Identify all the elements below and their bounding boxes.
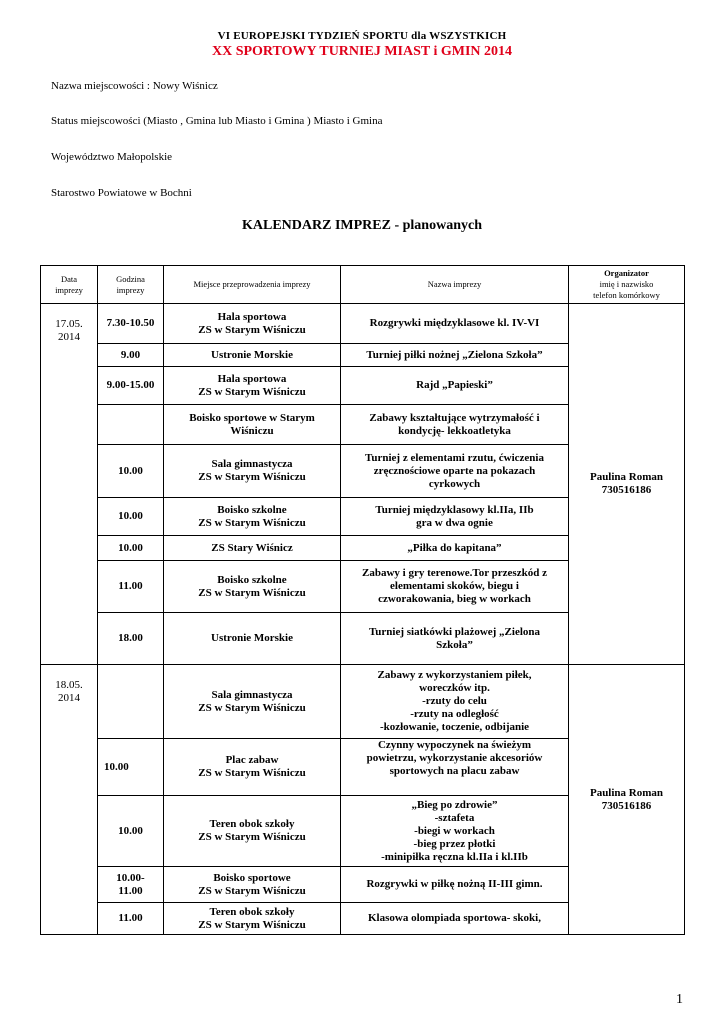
- cell-line: -sztafeta: [434, 811, 475, 824]
- meta-county: Starostwo Powiatowe w Bochni: [51, 187, 192, 199]
- event-time: [98, 796, 164, 867]
- cell-line: sportowych na placu zabaw: [389, 765, 520, 777]
- header-date: [41, 266, 98, 304]
- event-time: [98, 665, 164, 739]
- header-line-2: XX SPORTOWY TURNIEJ MIAST i GMIN 2014: [211, 44, 513, 59]
- event-place: [164, 344, 341, 367]
- cell-line: czworakowania, bieg w workach: [378, 593, 531, 605]
- header-name: Nazwa imprezy: [341, 266, 569, 304]
- event-place: [164, 613, 341, 665]
- cell-line: zręcznościowe oparte na pokazach: [373, 464, 536, 477]
- cell-line: Hala sportowa: [217, 310, 287, 323]
- cell-line: Plac zabaw: [225, 754, 279, 766]
- cell-line: Zabawy z wykorzystaniem piłek,: [377, 669, 532, 681]
- event-place: [164, 665, 341, 739]
- cell-line: -kozłowanie, toczenie, odbijanie: [379, 721, 530, 733]
- event-name: [341, 498, 569, 536]
- event-time: [98, 613, 164, 665]
- cell-line: Paulina Roman: [589, 471, 664, 483]
- cell-line: ZS Stary Wiśnicz: [211, 541, 293, 554]
- cell-line: ZS w Starym Wiśniczu: [198, 586, 306, 599]
- cell-line: -rzuty na odległość: [410, 708, 499, 720]
- event-place: [164, 536, 341, 561]
- table-row: [41, 304, 685, 344]
- cell-line: elementami skoków, biegu i: [390, 580, 519, 592]
- cell-line: imprezy: [116, 284, 145, 295]
- event-name: [341, 367, 569, 405]
- header-place: Miejsce przeprowadzenia imprezy: [164, 266, 341, 304]
- cell-line: Czynny wypoczynek na świeżym: [377, 739, 532, 751]
- event-time: [98, 405, 164, 445]
- page-number: 1: [676, 992, 683, 1007]
- cell-line: 10.00: [118, 541, 143, 554]
- cell-line: 17.05.: [55, 318, 83, 330]
- event-name: [341, 739, 569, 796]
- cell-line: Turniej siatkówki plażowej „Zielona: [368, 625, 541, 638]
- cell-line: 730516186: [601, 484, 652, 496]
- cell-line: ZS w Starym Wiśniczu: [198, 323, 306, 336]
- cell-line: ZS w Starym Wiśniczu: [198, 385, 306, 398]
- cell-line: Boisko szkolne: [217, 573, 287, 586]
- events-table: [40, 265, 685, 935]
- event-place: [164, 796, 341, 867]
- meta-voivodeship: Województwo Małopolskie: [51, 151, 173, 163]
- cell-line: „Piłka do kapitana”: [407, 541, 502, 554]
- calendar-title: KALENDARZ IMPREZ - planowanych: [242, 218, 482, 233]
- cell-line: 9.00-15.00: [106, 379, 155, 391]
- cell-line: 11.00: [118, 884, 143, 897]
- cell-line: woreczków itp.: [419, 682, 490, 694]
- cell-line: Turniej z elementami rzutu, ćwiczenia: [365, 451, 544, 464]
- event-time: [98, 561, 164, 613]
- cell-line: Rozgrywki w piłkę nożną II-III gimn.: [366, 878, 543, 890]
- event-name: [341, 613, 569, 665]
- cell-line: 9.00: [120, 348, 141, 361]
- cell-line: ZS w Starym Wiśniczu: [198, 767, 306, 779]
- event-place: [164, 903, 341, 935]
- event-place: [164, 367, 341, 405]
- event-name: [341, 344, 569, 367]
- event-name: [341, 304, 569, 344]
- table-row: [41, 665, 685, 739]
- event-time: [98, 445, 164, 498]
- event-place: [164, 739, 341, 796]
- meta-status: Status miejscowości (Miasto , Gmina lub Miasto i Gmina ) Miasto i Gmina: [51, 115, 383, 127]
- cell-line: 18.05.: [55, 679, 83, 691]
- event-place: [164, 405, 341, 445]
- event-name: [341, 445, 569, 498]
- cell-line: 10.00: [118, 510, 143, 522]
- event-organizer: [569, 304, 685, 665]
- cell-line: 730516186: [601, 799, 652, 812]
- cell-line: Klasowa olompiada sportowa- skoki,: [368, 912, 541, 924]
- event-organizer: [569, 665, 685, 935]
- header-time: [98, 266, 164, 304]
- event-date: [41, 665, 98, 935]
- event-time: [98, 367, 164, 405]
- event-place: [164, 304, 341, 344]
- cell-line: -bieg przez płotki: [413, 837, 496, 850]
- event-place: [164, 561, 341, 613]
- cell-line: Boisko sportowe w Starym: [189, 411, 315, 424]
- cell-line: Paulina Roman: [589, 786, 664, 799]
- cell-line: gra w dwa ognie: [416, 516, 493, 529]
- event-time: [98, 903, 164, 935]
- cell-line: powietrzu, wykorzystanie akcesoriów: [366, 752, 543, 764]
- cell-line: telefon komórkowy: [593, 290, 660, 300]
- header-organizer: [569, 266, 685, 304]
- cell-line: Teren obok szkoły: [209, 818, 295, 830]
- events-table-body: [41, 266, 685, 935]
- event-name: [341, 665, 569, 739]
- cell-line: Ustronie Morskie: [211, 348, 293, 361]
- cell-line: Rajd „Papieski”: [416, 379, 493, 391]
- event-name: [341, 536, 569, 561]
- header-organizer-title: Organizator: [604, 268, 649, 278]
- event-time: [98, 739, 164, 796]
- meta-place: Nazwa miejscowości : Nowy Wiśnicz: [51, 80, 218, 92]
- cell-line: ZS w Starym Wiśniczu: [198, 701, 306, 714]
- cell-line: 10.00: [104, 760, 129, 773]
- cell-line: Data: [60, 273, 78, 284]
- cell-line: 7.30-10.50: [106, 317, 155, 329]
- cell-line: Turniej piłki nożnej „Zielona Szkoła”: [366, 348, 543, 361]
- cell-line: imprezy: [55, 284, 83, 295]
- cell-line: -biegi w workach: [414, 824, 495, 837]
- cell-line: 2014: [58, 331, 80, 343]
- event-name: [341, 405, 569, 445]
- event-place: [164, 445, 341, 498]
- event-date: [41, 304, 98, 665]
- cell-line: 10.00: [118, 824, 143, 837]
- cell-line: 11.00: [118, 912, 143, 924]
- cell-line: Hala sportowa: [217, 372, 287, 385]
- cell-line: ZS w Starym Wiśniczu: [198, 831, 306, 843]
- cell-line: -minipiłka ręczna kl.IIa i kl.IIb: [381, 850, 528, 863]
- cell-line: ZS w Starym Wiśniczu: [198, 918, 306, 931]
- cell-line: Boisko sportowe: [213, 871, 291, 884]
- event-time: [98, 498, 164, 536]
- event-name: [341, 867, 569, 903]
- cell-line: 11.00: [118, 580, 143, 592]
- cell-line: ZS w Starym Wiśniczu: [198, 471, 306, 483]
- cell-line: 10.00-: [116, 871, 145, 884]
- event-name: [341, 796, 569, 867]
- event-name: [341, 903, 569, 935]
- event-time: [98, 867, 164, 903]
- event-place: [164, 867, 341, 903]
- event-time: [98, 536, 164, 561]
- cell-line: Turniej międzyklasowy kl.IIa, IIb: [375, 503, 534, 516]
- cell-line: Sala gimnastycza: [211, 688, 293, 701]
- cell-line: 18.00: [118, 632, 143, 644]
- event-place: [164, 498, 341, 536]
- cell-line: „Bieg po zdrowie”: [411, 798, 498, 811]
- header-line-1: VI EUROPEJSKI TYDZIEŃ SPORTU dla WSZYSTKICH: [217, 30, 507, 42]
- cell-line: Zabawy i gry terenowe.Tor przeszkód z: [362, 567, 547, 579]
- cell-line: ZS w Starym Wiśniczu: [198, 516, 306, 529]
- cell-line: -rzuty do celu: [422, 695, 487, 707]
- cell-line: Zabawy kształtujące wytrzymałość i: [369, 411, 540, 424]
- cell-line: imię i nazwisko: [599, 279, 654, 289]
- cell-line: Boisko szkolne: [217, 503, 287, 516]
- cell-line: 10.00: [118, 464, 143, 477]
- cell-line: cyrkowych: [428, 477, 481, 490]
- cell-line: 2014: [58, 692, 80, 704]
- cell-line: Godzina: [116, 273, 145, 284]
- event-name: [341, 561, 569, 613]
- cell-line: Teren obok szkoły: [209, 905, 295, 918]
- cell-line: kondycję- lekkoatletyka: [398, 424, 511, 437]
- event-time: [98, 344, 164, 367]
- cell-line: Sala gimnastycza: [211, 458, 293, 470]
- cell-line: Ustronie Morskie: [211, 632, 293, 644]
- cell-line: Rozgrywki międzyklasowe kl. IV-VI: [369, 317, 540, 329]
- cell-line: Wiśniczu: [230, 424, 274, 437]
- cell-line: ZS w Starym Wiśniczu: [198, 884, 306, 897]
- cell-line: Szkoła”: [436, 638, 473, 651]
- event-time: [98, 304, 164, 344]
- table-header-row: [41, 266, 685, 304]
